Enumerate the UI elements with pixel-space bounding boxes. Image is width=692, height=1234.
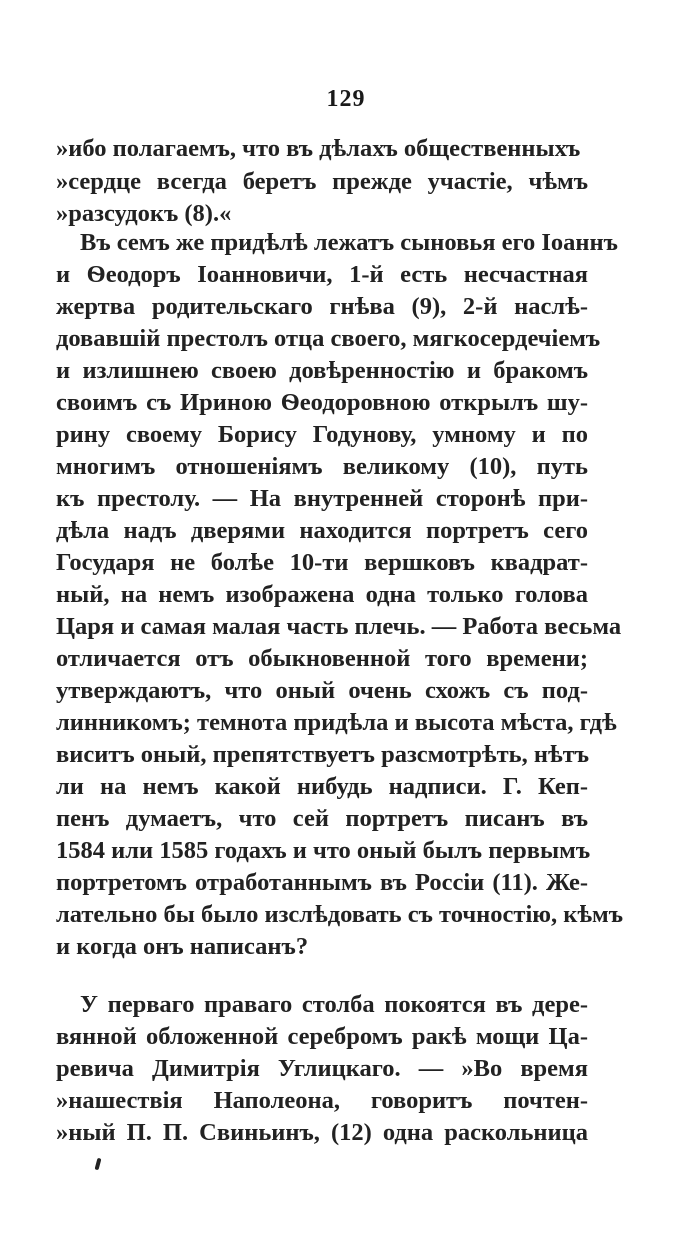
- text-line: Государя не болѣе 10-ти вершковъ квадрат-: [56, 549, 588, 576]
- text-line: »разсудокъ (8).«: [56, 200, 232, 227]
- text-line: своимъ съ Ириною Ѳеодоровною открылъ шу-: [56, 389, 588, 416]
- text-line: вянной обложенной серебромъ ракѣ мощи Ца-: [56, 1023, 588, 1050]
- text-line: портретомъ отработаннымъ въ Россіи (11). Же-: [56, 869, 588, 896]
- text-line: У перваго праваго столба покоятся въ дере-: [80, 991, 588, 1018]
- text-line: 1584 или 1585 годахъ и что оный былъ первымъ: [56, 837, 591, 864]
- text-line: жертва родительскаго гнѣва (9), 2-й наслѣ-: [56, 293, 588, 320]
- text-line: дѣла надъ дверями находится портретъ сего: [56, 517, 588, 544]
- text-line: и излишнею своею довѣренностію и бракомъ: [56, 357, 588, 384]
- text-line: Въ семъ же придѣлѣ лежатъ сыновья его Іоаннъ: [80, 229, 618, 256]
- text-line: отличается отъ обыкновенной того времени;: [56, 645, 588, 672]
- text-line: линникомъ; темнота придѣла и высота мѣста, гдѣ: [56, 709, 617, 736]
- text-line: довавшій престолъ отца своего, мягкосердечіемъ: [56, 325, 601, 352]
- text-line: »нашествія Наполеона, говоритъ почтен-: [56, 1087, 588, 1114]
- text-line: къ престолу. — На внутренней сторонѣ при-: [56, 485, 588, 512]
- text-line: »ибо полагаемъ, что въ дѣлахъ общественныхъ: [56, 135, 581, 162]
- text-line: ревича Димитрія Углицкаго. — »Во время: [56, 1055, 588, 1082]
- text-line: лательно бы было изслѣдовать съ точностію, кѣмъ: [56, 901, 624, 928]
- text-line: рину своему Борису Годунову, умному и по: [56, 421, 588, 448]
- text-line: »ный П. П. Свиньинъ, (12) одна раскольница: [56, 1119, 588, 1146]
- text-line: Царя и самая малая часть плечь. — Работа весьма: [56, 613, 622, 640]
- text-line: ли на немъ какой нибудь надписи. Г. Кеп-: [56, 773, 588, 800]
- page-number: 129: [326, 86, 366, 112]
- text-line: ный, на немъ изображена одна только голова: [56, 581, 588, 608]
- text-line: и Ѳеодоръ Іоанновичи, 1-й есть несчастная: [56, 261, 588, 288]
- text-line: пенъ думаетъ, что сей портретъ писанъ въ: [56, 805, 588, 832]
- text-line: виситъ оный, препятствуетъ разсмотрѣть, нѣтъ: [56, 741, 590, 768]
- text-line: многимъ отношеніямъ великому (10), путь: [56, 453, 588, 480]
- text-line: утверждаютъ, что оный очень схожъ съ под-: [56, 677, 588, 704]
- ink-mark: [95, 1158, 102, 1171]
- text-line: и когда онъ написанъ?: [56, 933, 309, 960]
- text-line: »сердце всегда беретъ прежде участіе, чѣмъ: [56, 168, 588, 195]
